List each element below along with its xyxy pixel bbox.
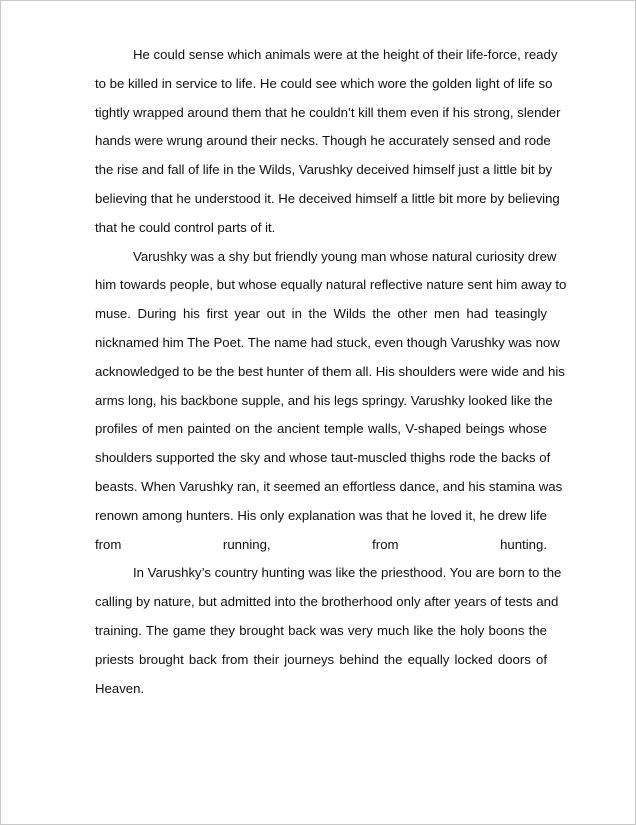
paragraph-2-line-5: acknowledged to be the best hunter of them all. His shoulders were wide and his bbox=[95, 363, 565, 379]
paragraph-2-line-8: shoulders supported the sky and whose taut-muscled thighs rode the backs of bbox=[95, 450, 551, 466]
paragraph-3-line-4: priests brought back from their journeys behind the equally locked doors of bbox=[95, 651, 547, 667]
paragraph-2-line-1: Varushky was a shy but friendly young man whose natural curiosity drew bbox=[133, 248, 557, 264]
paragraph-2-line-6: arms long, his backbone supple, and his legs springy. Varushky looked like the bbox=[95, 392, 553, 408]
paragraph-2-line-4: nicknamed him The Poet. The name had stuck, even though Varushky was now bbox=[95, 334, 560, 350]
paragraph-1-line-1: He could sense which animals were at the height of their life-force, ready bbox=[133, 47, 558, 62]
paragraph-3-line-3: training. The game they brought back was very much like the holy boons the bbox=[95, 622, 547, 638]
paragraph-3-line-2: calling by nature, but admitted into the brotherhood only after years of tests and bbox=[95, 594, 559, 610]
paragraph-2-line-11: from running, from hunting. bbox=[95, 536, 547, 552]
paragraph-1-line-5: the rise and fall of life in the Wilds, Varushky deceived himself just a little bit by bbox=[95, 162, 553, 178]
document-body bbox=[95, 41, 567, 703]
paragraph-3-line-1: In Varushky’s country hunting was like the priesthood. You are born to the bbox=[133, 565, 562, 581]
paragraph-2-line-9: beasts. When Varushky ran, it seemed an effortless dance, and his stamina was bbox=[95, 478, 563, 494]
paragraph-1-line-2: to be killed in service to life. He could see which wore the golden light of life so bbox=[95, 75, 553, 91]
paragraph-2-line-10: renown among hunters. His only explanation was that he loved it, he drew life bbox=[95, 507, 547, 523]
paragraph-1-line-7: that he could control parts of it. bbox=[95, 219, 276, 235]
paragraph-1-line-4: hands were wrung around their necks. Though he accurately sensed and rode bbox=[95, 133, 551, 149]
paragraph-1-line-3: tightly wrapped around them that he couldn’t kill them even if his strong, slender bbox=[95, 104, 561, 120]
paragraph-2-line-7: profiles of men painted on the ancient temple walls, V-shaped beings whose bbox=[95, 421, 547, 437]
paragraph-2-line-3: muse. During his first year out in the Wilds the other men had teasingly bbox=[95, 306, 547, 322]
paragraph-3-line-5: Heaven. bbox=[95, 680, 145, 696]
paragraph-1-line-6: believing that he understood it. He deceived himself a little bit more by believing bbox=[95, 190, 560, 206]
paragraph-2-line-2: him towards people, but whose equally natural reflective nature sent him away to bbox=[95, 277, 567, 293]
